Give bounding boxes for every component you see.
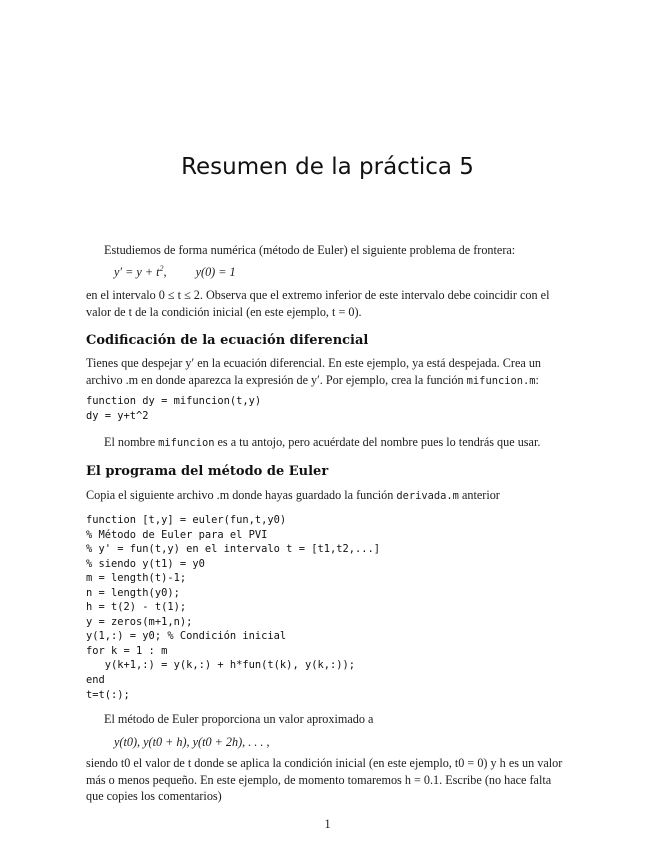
equation-initial-condition: y(0) = 1 [195, 265, 236, 279]
name-note-text: El nombre [104, 435, 159, 449]
name-note-paragraph [86, 434, 564, 452]
coding-paragraph-end: : [535, 372, 539, 387]
copy-paragraph-text: Copia el siguiente archivo .m donde hayas guardado la función [86, 488, 397, 502]
copy-paragraph-filename: derivada.m [396, 490, 459, 502]
coding-paragraph [86, 355, 564, 389]
interval-paragraph: en el intervalo 0 ≤ t ≤ 2. Observa que el extremo inferior de este intervalo debe coincidir con el valor de t de la condición inicial (en este ejemplo, t = 0). [86, 288, 550, 319]
code-euler: function [t,y] = euler(fun,t,y0) % Método de Euler para el PVI % y' = fun(t,y) en el intervalo t = [t1,t2,...] % siendo y(t1) = y0 m = length(t)-1; n = length(y0); h = t(2) - t(1); y = zeros(m+1,n); y(1,:) = y0; % Condición inicial for k = 1 : m y(k+1,:) = y(k,:) + h*fun(t(k), y(k,:)); end t=t(:); [86, 514, 381, 701]
closing-paragraph: siendo t0 el valor de t donde se aplica la condición inicial (en este ejemplo, t0 = 0) y h es un valor más o menos pequeño. En este ejemplo, de momento tomaremos h = 0.1. Escribe (no hace falta que copies los comentarios) [86, 756, 563, 803]
page-title: Resumen de la práctica 5 [181, 154, 474, 180]
code-mifuncion: function dy = mifuncion(t,y) dy = y+t^2 [86, 395, 262, 422]
intro-paragraph: Estudiemos de forma numérica (método de Euler) el siguiente problema de frontera: [104, 243, 516, 257]
equation-line [114, 264, 236, 281]
code-block-euler [86, 513, 564, 702]
equation-lhs: y′ = y + t [114, 265, 160, 279]
coding-paragraph-text: Tienes que despejar y′ en la ecuación diferencial. En este ejemplo, ya está despejada. Crea un archivo .m en donde aparezca la expresión de y′. Por ejemplo, crea la función [86, 356, 542, 387]
euler-paragraph: El método de Euler proporciona un valor aproximado a [104, 712, 374, 726]
coding-paragraph-filename: mifuncion.m [466, 374, 536, 387]
equation-separator: , [163, 265, 167, 279]
equation-exponent: 2 [159, 263, 164, 273]
section-heading-coding: Codificación de la ecuación diferencial [86, 333, 369, 348]
copy-paragraph-end: anterior [458, 488, 500, 502]
code-block-mifuncion [86, 394, 564, 423]
page-number: 1 [324, 817, 331, 831]
name-note-code: mifuncion [158, 437, 215, 449]
copy-paragraph [86, 487, 564, 505]
sequence-line: y(t0), y(t0 + h), y(t0 + 2h), . . . , [114, 735, 270, 749]
name-note-end: es a tu antojo, pero acuérdate del nombre pues lo tendrás que usar. [214, 435, 541, 449]
section-heading-euler: El programa del método de Euler [86, 464, 329, 479]
